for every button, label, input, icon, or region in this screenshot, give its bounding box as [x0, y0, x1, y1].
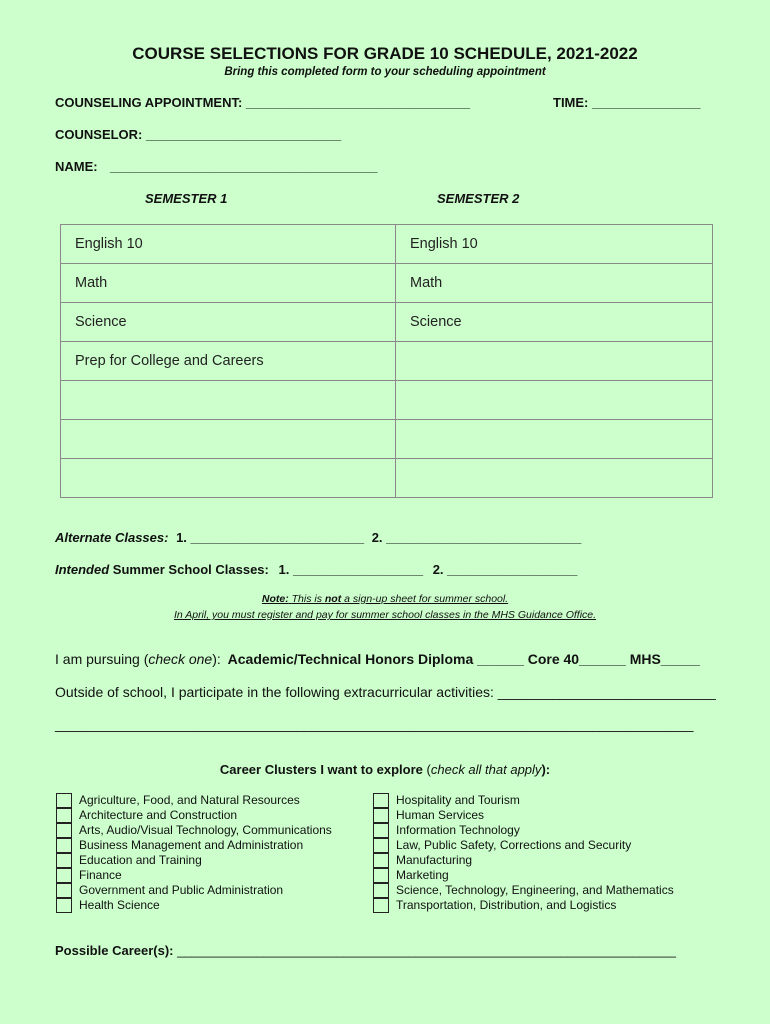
- schedule-table: [60, 224, 713, 498]
- career-item: [56, 823, 366, 838]
- semester2-cell[interactable]: [396, 381, 713, 420]
- career-item: [373, 868, 713, 883]
- career-item-label: Information Technology: [396, 823, 520, 837]
- possible-careers: [55, 943, 676, 958]
- summer-label: Summer School Classes:: [112, 562, 269, 577]
- note-prefix: Note:: [261, 593, 289, 605]
- alternate-label: Alternate Classes:: [55, 530, 169, 545]
- schedule-row: [61, 225, 713, 264]
- page-title: COURSE SELECTIONS FOR GRADE 10 SCHEDULE, 2021-2022: [132, 44, 638, 63]
- note-line1: [0, 593, 770, 605]
- career-item-label: Health Science: [79, 898, 160, 912]
- career-item-label: Arts, Audio/Visual Technology, Communications: [79, 823, 332, 837]
- appointment-field[interactable]: COUNSELING APPOINTMENT: _______________________________: [55, 95, 471, 110]
- checkbox[interactable]: [373, 823, 389, 838]
- career-item: [56, 793, 366, 808]
- career-item: [56, 808, 366, 823]
- semester2-cell[interactable]: [396, 342, 713, 381]
- alternate-1[interactable]: 1. ________________________: [176, 530, 365, 545]
- page-subtitle: Bring this completed form to your scheduling appointment: [224, 66, 546, 78]
- checkbox[interactable]: [373, 868, 389, 883]
- schedule-row: [61, 264, 713, 303]
- checkbox[interactable]: [56, 868, 72, 883]
- note-text-b: a sign-up sheet for summer school.: [344, 593, 509, 605]
- semester1-cell[interactable]: English 10: [61, 225, 396, 264]
- career-item-label: Human Services: [396, 808, 485, 822]
- career-item-label: Transportation, Distribution, and Logistics: [396, 898, 617, 912]
- name-label: NAME:: [55, 159, 98, 174]
- semester2-cell[interactable]: Math: [396, 264, 713, 303]
- checkbox[interactable]: [373, 898, 389, 913]
- alternate-classes: [55, 530, 581, 545]
- career-item: [56, 883, 366, 898]
- checkbox[interactable]: [56, 853, 72, 868]
- career-item-label: Manufacturing: [396, 853, 473, 867]
- checkbox[interactable]: [373, 808, 389, 823]
- career-item: [373, 883, 713, 898]
- semester1-cell[interactable]: Math: [61, 264, 396, 303]
- career-heading-bold: Career Clusters I want to explore: [219, 762, 423, 777]
- note-text-a: This is: [291, 593, 322, 605]
- career-list-left: [56, 793, 366, 913]
- schedule-row: [61, 420, 713, 459]
- career-list-right: [373, 793, 713, 913]
- schedule-row: [61, 381, 713, 420]
- career-item-label: Architecture and Construction: [79, 808, 238, 822]
- schedule-row: [61, 459, 713, 498]
- extracurricular-line[interactable]: __________________________________________________________________________________: [55, 716, 694, 732]
- checkbox[interactable]: [373, 883, 389, 898]
- schedule-row: [61, 303, 713, 342]
- counselor-field[interactable]: COUNSELOR: ___________________________: [55, 127, 342, 142]
- career-item-label: Finance: [79, 868, 122, 882]
- semester2-cell[interactable]: [396, 420, 713, 459]
- checkbox[interactable]: [373, 838, 389, 853]
- semester1-heading: SEMESTER 1: [145, 191, 228, 206]
- career-item: [373, 793, 713, 808]
- diploma-options[interactable]: Academic/Technical Honors Diploma ______ Core 40______ MHS_____: [227, 651, 700, 667]
- career-item: [373, 808, 713, 823]
- career-heading: [0, 762, 770, 777]
- semester1-cell[interactable]: [61, 381, 396, 420]
- semester1-cell[interactable]: [61, 459, 396, 498]
- summer-2[interactable]: 2. __________________: [432, 562, 578, 577]
- semester2-heading: SEMESTER 2: [437, 191, 520, 206]
- alternate-2[interactable]: 2. ___________________________: [371, 530, 582, 545]
- extracurricular-field[interactable]: Outside of school, I participate in the following extracurricular activities: ____________________________: [55, 684, 716, 700]
- diploma-line: [55, 651, 700, 667]
- checkbox[interactable]: [56, 883, 72, 898]
- career-item: [56, 853, 366, 868]
- career-item-label: Education and Training: [79, 853, 202, 867]
- possible-careers-label: Possible Career(s):: [55, 943, 174, 958]
- career-item: [373, 823, 713, 838]
- career-item: [56, 868, 366, 883]
- possible-careers-field[interactable]: _____________________________________________________________________: [177, 943, 676, 958]
- career-item-label: Hospitality and Tourism: [396, 793, 520, 807]
- checkbox[interactable]: [373, 853, 389, 868]
- semester2-cell[interactable]: English 10: [396, 225, 713, 264]
- name-field[interactable]: _____________________________________: [110, 159, 378, 174]
- checkbox[interactable]: [373, 793, 389, 808]
- career-paren-close: ):: [541, 762, 551, 777]
- semester2-cell[interactable]: Science: [396, 303, 713, 342]
- career-paren-open: (: [422, 762, 431, 777]
- pursuing-close: ):: [212, 651, 221, 667]
- semester1-cell[interactable]: Prep for College and Careers: [61, 342, 396, 381]
- career-item: [56, 898, 366, 913]
- summer-label-italic: Intended: [55, 562, 110, 577]
- summer-1[interactable]: 1. __________________: [278, 562, 424, 577]
- career-item: [373, 853, 713, 868]
- note-line2: In April, you must register and pay for summer school classes in the MHS Guidance Office.: [173, 609, 597, 621]
- semester1-cell[interactable]: [61, 420, 396, 459]
- checkbox[interactable]: [56, 793, 72, 808]
- career-item-label: Marketing: [396, 868, 449, 882]
- career-item-label: Business Management and Administration: [79, 838, 304, 852]
- pursuing-check-one: check one: [148, 651, 213, 667]
- checkbox[interactable]: [56, 898, 72, 913]
- career-item: [373, 838, 713, 853]
- note-not: not: [324, 593, 342, 605]
- semester1-cell[interactable]: Science: [61, 303, 396, 342]
- pursuing-intro: I am pursuing (: [55, 651, 149, 667]
- checkbox[interactable]: [56, 823, 72, 838]
- checkbox[interactable]: [56, 838, 72, 853]
- semester2-cell[interactable]: [396, 459, 713, 498]
- time-field[interactable]: TIME: _______________: [553, 95, 701, 110]
- career-heading-italic: check all that apply: [430, 762, 542, 777]
- checkbox[interactable]: [56, 808, 72, 823]
- career-item: [56, 838, 366, 853]
- schedule-row: [61, 342, 713, 381]
- career-item-label: Science, Technology, Engineering, and Mathematics: [396, 883, 674, 897]
- career-item-label: Government and Public Administration: [79, 883, 284, 897]
- career-item-label: Law, Public Safety, Corrections and Security: [396, 838, 632, 852]
- summer-classes: [55, 562, 577, 577]
- career-item: [373, 898, 713, 913]
- career-item-label: Agriculture, Food, and Natural Resources: [79, 793, 300, 807]
